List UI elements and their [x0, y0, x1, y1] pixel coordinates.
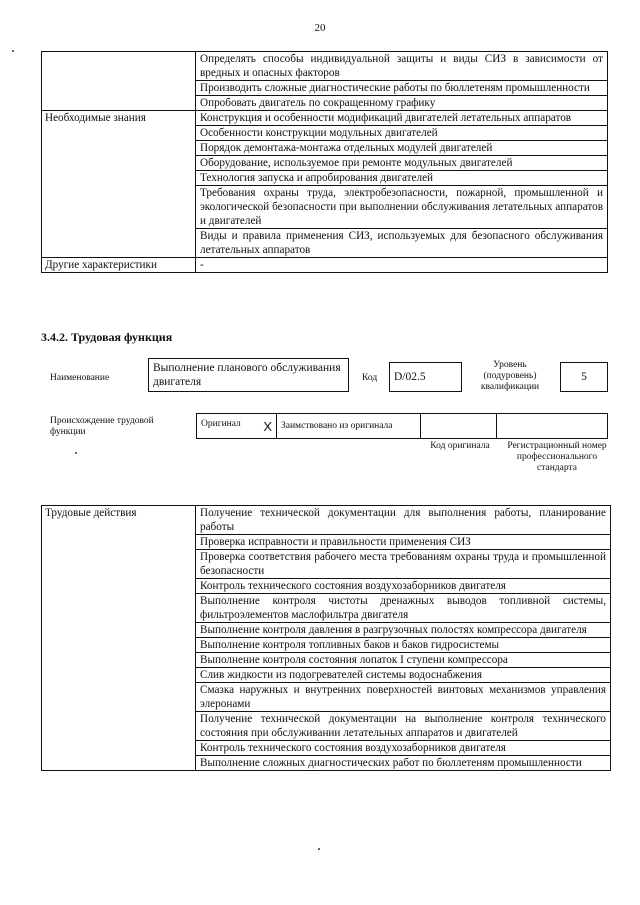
- code-field: D/02.5: [389, 362, 462, 392]
- action-item: Контроль технического состояния воздухозаборников двигателя: [196, 741, 611, 756]
- row-content: -: [196, 258, 608, 273]
- table-row: [42, 141, 608, 156]
- origin-label: Происхождение трудовой функции: [50, 416, 154, 437]
- borrowed-cell: [277, 414, 421, 439]
- code-caption: Код оригинала: [430, 441, 490, 451]
- knowledge-table: [41, 51, 608, 273]
- actions-label: Трудовые действия: [42, 506, 196, 771]
- row-content: Определять способы индивидуальной защиты и виды СИЗ в зависимости от вредных и опасных факторов: [196, 52, 608, 81]
- action-item: Контроль технического состояния воздухозаборников двигателя: [196, 579, 611, 594]
- row-label: [42, 156, 196, 171]
- table-row: [42, 111, 608, 126]
- table-row: [42, 96, 608, 111]
- row-label: Необходимые знания: [42, 111, 196, 126]
- table-row: [42, 126, 608, 141]
- table-row: [42, 171, 608, 186]
- row-label: [42, 96, 196, 111]
- action-item: Проверка исправности и правильности применения СИЗ: [196, 535, 611, 550]
- row-content: Опробовать двигатель по сокращенному графику: [196, 96, 608, 111]
- origin-table: [196, 413, 608, 439]
- action-item: Выполнение контроля топливных баков и баков гидросистемы: [196, 638, 611, 653]
- row-label: [42, 171, 196, 186]
- section-title: 3.4.2. Трудовая функция: [41, 330, 173, 344]
- action-item: Выполнение сложных диагностических работ по бюллетеням промышленности: [196, 756, 611, 771]
- code-label: Код: [362, 373, 378, 383]
- row-content: Виды и правила применения СИЗ, используемых для безопасного обслуживания летательных аппаратов: [196, 229, 608, 258]
- table-row: [42, 156, 608, 171]
- row-content: Порядок демонтажа-монтажа отдельных модулей двигателей: [196, 141, 608, 156]
- row-label: [42, 81, 196, 96]
- table-row: [42, 506, 611, 535]
- action-item: Слив жидкости из подогревателей системы водоснабжения: [196, 668, 611, 683]
- original-mark: X: [263, 418, 272, 434]
- origin-reg-cell: [497, 414, 608, 439]
- row-content: Оборудование, используемое при ремонте модульных двигателей: [196, 156, 608, 171]
- name-label: Наименование: [50, 373, 110, 383]
- row-content: Особенности конструкции модульных двигателей: [196, 126, 608, 141]
- row-label: [42, 186, 196, 229]
- scan-speck: [75, 452, 77, 454]
- table-row: [42, 81, 608, 96]
- table-row: [42, 258, 608, 273]
- action-item: Получение технической документации для выполнения работы, планирование работы: [196, 506, 611, 535]
- table-row: [42, 52, 608, 81]
- table-row: [42, 229, 608, 258]
- row-content: Производить сложные диагностические работы по бюллетеням промышленности: [196, 81, 608, 96]
- scan-speck: [318, 848, 320, 850]
- action-item: Смазка наружных и внутренних поверхностей винтовых механизмов управления элеронами: [196, 683, 611, 712]
- row-label: [42, 229, 196, 258]
- borrowed-label: Заимствовано из оригинала: [281, 421, 393, 431]
- row-label: Другие характеристики: [42, 258, 196, 273]
- origin-code-cell: [421, 414, 497, 439]
- action-item: Выполнение контроля чистоты дренажных выводов топливной системы, фильтроэлементов маслофильтра двигателя: [196, 594, 611, 623]
- level-label: Уровень (подуровень) квалификации: [480, 360, 540, 392]
- actions-table: [41, 505, 611, 771]
- scan-speck: [12, 50, 14, 52]
- row-label: [42, 141, 196, 156]
- action-item: Выполнение контроля давления в разгрузочных полостях компрессора двигателя: [196, 623, 611, 638]
- action-item: Выполнение контроля состояния лопаток I ступени компрессора: [196, 653, 611, 668]
- function-name-field: Выполнение планового обслуживания двигателя: [148, 358, 349, 392]
- reg-caption: Регистрационный номер профессионального стандарта: [507, 441, 607, 473]
- table-row: [42, 186, 608, 229]
- action-item: Получение технической документации на выполнение контроля технического состояния при обслуживании летательных аппаратов и двигателей: [196, 712, 611, 741]
- original-label: Оригинал: [201, 418, 241, 429]
- row-content: Требования охраны труда, электробезопасности, пожарной, промышленной и экологической безопасности при выполнении обслуживания летательных аппаратов и двигателей: [196, 186, 608, 229]
- row-content: Технология запуска и апробирования двигателей: [196, 171, 608, 186]
- level-field: 5: [560, 362, 608, 392]
- action-item: Проверка соответствия рабочего места требованиям охраны труда и промышленной безопасности: [196, 550, 611, 579]
- original-cell: [197, 414, 277, 439]
- row-label: [42, 52, 196, 81]
- row-content: Конструкция и особенности модификаций двигателей летательных аппаратов: [196, 111, 608, 126]
- page-number: 20: [314, 22, 326, 34]
- row-label: [42, 126, 196, 141]
